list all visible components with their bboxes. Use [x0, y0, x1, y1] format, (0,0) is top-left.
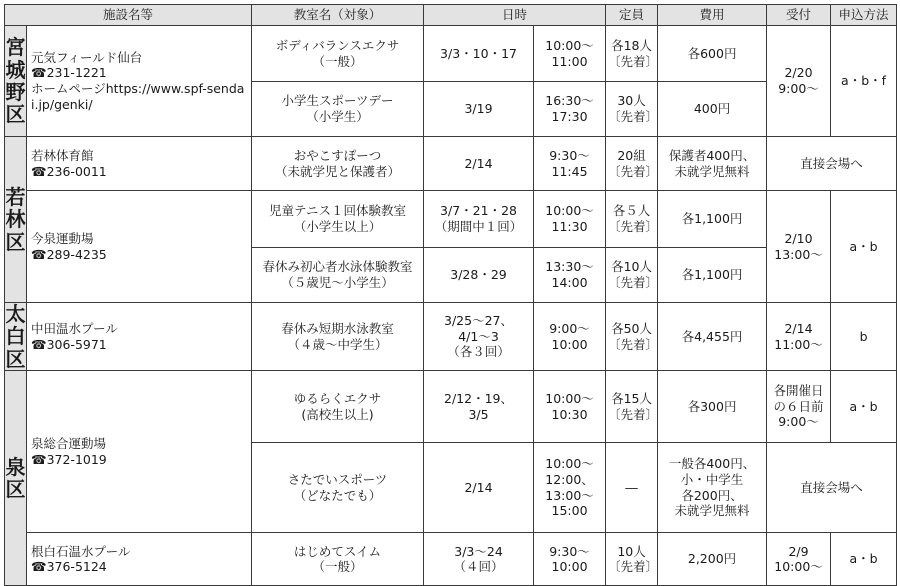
class-fee: 各1,100円 — [658, 191, 767, 248]
facility-phone: ☎231-1221 — [31, 65, 107, 81]
class-fee: 各4,455円 — [658, 303, 767, 371]
header-datetime: 日時 — [424, 5, 606, 26]
method-hajimete: a・b — [831, 533, 897, 586]
class-name: 児童テニス１回体験教室 （小学生以上） — [252, 191, 424, 248]
facility-name: 今泉運動場 — [31, 230, 94, 246]
class-dates: 2/14 — [424, 443, 534, 533]
ward-wakabayashi: 若 林 区 — [5, 137, 27, 303]
class-capacity: 30人 〔先着〕 — [606, 82, 658, 137]
reception-imaizumi: 2/10 13:00～ — [767, 191, 831, 303]
class-time: 10:00～ 11:30 — [534, 191, 606, 248]
class-capacity: 各10人 〔先着〕 — [606, 248, 658, 303]
class-name: 春休み初心者水泳体験教室 （５歳児～小学生） — [252, 248, 424, 303]
header-method: 申込方法 — [831, 5, 897, 26]
schedule-table-container — [4, 4, 896, 581]
facility-neshiroishi-pool — [27, 533, 252, 586]
class-fee: 一般各400円、 小・中学生 各200円、 未就学児無料 — [658, 443, 767, 533]
reception-nakada: 2/14 11:00～ — [767, 303, 831, 371]
class-dates: 3/7・21・28 （期間中１回） — [424, 191, 534, 248]
class-time: 16:30～ 17:30 — [534, 82, 606, 137]
method-imaizumi: a・b — [831, 191, 897, 303]
facility-phone: ☎372-1019 — [31, 451, 107, 467]
class-dates: 3/3・10・17 — [424, 26, 534, 82]
class-dates: 3/25～27、 4/1～3 （各３回） — [424, 303, 534, 371]
header-reception: 受付 — [767, 5, 831, 26]
ward-miyagino: 宮 城 野 区 — [5, 26, 27, 137]
header-facility: 施設名等 — [5, 5, 252, 26]
class-time: 9:00～ 10:00 — [534, 303, 606, 371]
class-fee: 各300円 — [658, 371, 767, 443]
facility-name: 中田温水プール — [31, 320, 118, 336]
reception-direct-venue: 直接会場へ — [767, 443, 897, 533]
sports-class-schedule-table — [4, 4, 897, 586]
facility-imaizumi — [27, 191, 252, 303]
table-row — [5, 137, 897, 191]
class-name: 春休み短期水泳教室 （４歳～中学生） — [252, 303, 424, 371]
method-genki: a・b・f — [831, 26, 897, 137]
table-row — [5, 371, 897, 443]
class-capacity: 各５人 〔先着〕 — [606, 191, 658, 248]
header-capacity: 定員 — [606, 5, 658, 26]
class-dates: 2/12・19、 3/5 — [424, 371, 534, 443]
class-fee: 400円 — [658, 82, 767, 137]
class-capacity: 各18人 〔先着〕 — [606, 26, 658, 82]
facility-phone: ☎376-5124 — [31, 559, 107, 575]
reception-yururaku: 各開催日 の６日前 9:00～ — [767, 371, 831, 443]
reception-hajimete: 2/9 10:00～ — [767, 533, 831, 586]
class-name: 小学生スポーツデー （小学生） — [252, 82, 424, 137]
class-capacity: ― — [606, 443, 658, 533]
header-fee: 費用 — [658, 5, 767, 26]
method-yururaku: a・b — [831, 371, 897, 443]
class-name: さたでいスポーツ （どなたでも） — [252, 443, 424, 533]
facility-phone: ☎236-0011 — [31, 163, 107, 179]
class-time: 10:00～ 10:30 — [534, 371, 606, 443]
table-row — [5, 26, 897, 82]
facility-name: 若林体育館 — [31, 147, 94, 163]
facility-genki-field — [27, 26, 252, 137]
header-class: 教室名（対象） — [252, 5, 424, 26]
class-name: ゆるらくエクサ (高校生以上) — [252, 371, 424, 443]
table-row — [5, 303, 897, 371]
reception-genki: 2/20 9:00～ — [767, 26, 831, 137]
class-dates: 2/14 — [424, 137, 534, 191]
class-fee: 保護者400円、 未就学児無料 — [658, 137, 767, 191]
class-capacity: 各50人 〔先着〕 — [606, 303, 658, 371]
facility-name: 根白石温水プール — [31, 543, 131, 559]
class-time: 10:00～ 11:00 — [534, 26, 606, 82]
table-row — [5, 533, 897, 586]
ward-izumi: 泉 区 — [5, 371, 27, 586]
class-name: おやこすぽーつ （未就学児と保護者） — [252, 137, 424, 191]
class-time: 9:30～ 11:45 — [534, 137, 606, 191]
class-capacity: 各15人 〔先着〕 — [606, 371, 658, 443]
table-row — [5, 191, 897, 248]
class-time: 9:30～ 10:00 — [534, 533, 606, 586]
class-time: 10:00～ 12:00、 13:00～ 15:00 — [534, 443, 606, 533]
class-dates: 3/19 — [424, 82, 534, 137]
class-name: ボディバランスエクサ （一般） — [252, 26, 424, 82]
class-capacity: 10人 〔先着〕 — [606, 533, 658, 586]
class-capacity: 20組 〔先着〕 — [606, 137, 658, 191]
class-name: はじめてスイム （一般） — [252, 533, 424, 586]
facility-wakabayashi-gym — [27, 137, 252, 191]
facility-homepage-link[interactable]: ホームページhttps://www.spf-sendai.jp/genki/ — [31, 81, 245, 112]
facility-name: 泉総合運動場 — [31, 436, 107, 452]
class-time: 13:30～ 14:00 — [534, 248, 606, 303]
class-fee: 各1,100円 — [658, 248, 767, 303]
class-dates: 3/28・29 — [424, 248, 534, 303]
reception-direct-venue: 直接会場へ — [767, 137, 897, 191]
class-fee: 2,200円 — [658, 533, 767, 586]
class-fee: 各600円 — [658, 26, 767, 82]
ward-taihaku: 太 白 区 — [5, 302, 26, 371]
facility-izumi-sogo — [27, 371, 252, 533]
facility-nakada-pool — [27, 303, 252, 371]
facility-name: 元気フィールド仙台 — [31, 49, 143, 65]
method-nakada: b — [831, 303, 897, 371]
header-row — [5, 5, 897, 26]
class-dates: 3/3～24 （４回） — [424, 533, 534, 586]
facility-phone: ☎306-5971 — [31, 336, 107, 352]
facility-phone: ☎289-4235 — [31, 246, 107, 262]
